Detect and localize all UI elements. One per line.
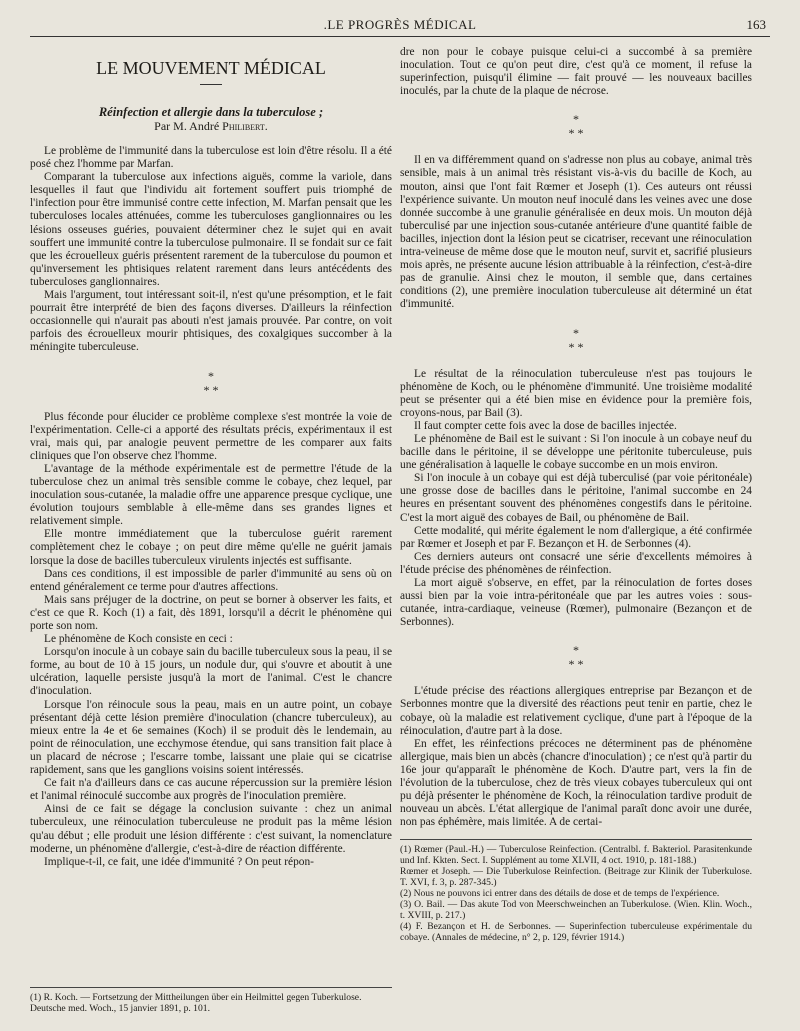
paragraph: Ce fait n'a d'ailleurs dans ce cas aucune répercussion sur la première lésion et l'animal réinoculé succombe aux progrès de l'inoculation première. <box>30 777 392 803</box>
paragraph: Ces derniers auteurs ont consacré une série d'excellents mémoires à l'étude précise des phénomènes de réinfection. <box>400 550 752 576</box>
paragraph: Le problème de l'immunité dans la tuberculose est loin d'être résolu. Il a été posé chez l'homme par Marfan. <box>30 145 392 171</box>
paragraph: Le résultat de la réinoculation tuberculeuse n'est pas toujours le phénomène de Koch, ou le phénomène d'immunité. Une troisième modalité peut se présenter qui a été bien mise en évidence pour la première fois, croyons-nous, par Bail (3). <box>400 367 752 419</box>
paragraph: La mort aiguë s'observe, en effet, par la réinoculation de fortes doses aussi bien par la voie intra-péritonéale que par les autres voies : sous-cutanée, intra-cardiaque, veineuse (Rœmer), pulmonaire (Bezançon et de Serbonnes). <box>400 577 752 629</box>
footnote: Rœmer et Joseph. — Die Tuberkulose Reinfection. (Beitrage zur Klinik der Tuberkulose. T. XVI, f. 3, p. 287-345.) <box>400 866 752 889</box>
footnote: (3) O. Bail. — Das akute Tod von Meerschweinchen an Tuberkulose. (Wien. Klin. Woch., t. XVIII, p. 217.) <box>400 899 752 922</box>
footnote: (1) Rœmer (Paul.-H.) — Tuberculose Reinfection. (Centralbl. f. Bakteriol. Parasitenkunde und Inf. Kkten. Sect. I. Supplément au tome XLVII, 4 oct. 1910, p. 181-188.) <box>400 844 752 867</box>
left-footnotes <box>30 987 392 1014</box>
section-title: LE MOUVEMENT MÉDICAL <box>96 58 326 78</box>
section-separator: * * * <box>568 112 584 141</box>
author-name: Philibert. <box>222 119 268 133</box>
paragraph: Ainsi de ce fait se dégage la conclusion suivante : chez un animal tuberculeux, une réinoculation tuberculeuse ne produit pas la même lésion qu'au début ; elle produit une lésion différente : c'est suivant, la nomenclature moderne, un phénomène d'allergie, c'est-à-dire de réaction différente. <box>30 803 392 855</box>
paragraph: Mais sans préjuger de la doctrine, on peut se borner à observer les faits, et c'est ce que R. Koch (1) a fait, dès 1891, lorsqu'il a décrit le phénomène qui porte son nom. <box>30 593 392 632</box>
paragraph: Le phénomène de Koch consiste en ceci : <box>44 633 233 646</box>
footnote: (1) R. Koch. — Fortsetzung der Mittheilungen über ein Heilmittel gegen Tuberkulose. Deutsche med. Woch., 15 janvier 1891, p. 101. <box>30 992 362 1014</box>
paragraph: Il en va différemment quand on s'adresse non plus au cobaye, animal très sensible, mais à un animal très résistant vis-à-vis du bacille de Koch, au mouton, ainsi que l'ont fait Rœmer et Joseph (1). Ces auteurs ont réussi l'expérience suivante. Un mouton neuf inoculé dans les veines avec une dose donnée succombe à une granulie généralisée en deux mois. Un mouton déjà tuberculisé par une injection sous-cutanée antérieure d'une quantité faible de bacilles, injection dont la lésion peut se cicatriser, recevant une réinoculation intra-veineuse de même dose que le mouton neuf, survit et, sacrifié plusieurs mois après, ne présente aucune lésion attribuable à la réinfection, c'est-à-dire pas de granulie. Ainsi chez le mouton, il semble que, dans certaines conditions (2), une première inoculation tuberculeuse ait déterminé un état d'immunité. <box>400 154 752 311</box>
paragraph: Elle montre immédiatement que la tuberculose guérit rarement complètement chez le cobaye ; on peut dire même qu'elle ne guérit jamais lorsque la dose de bacilles tuberculeux virulents injectés est suffisante. <box>30 528 392 567</box>
paragraph: Le phénomène de Bail est le suivant : Si l'on inocule à un cobaye neuf du bacille dans le péritoine, il se développe une péritonite tuberculeuse, puis une généralisation à laquelle le cobaye succombe en un mois environ. <box>400 432 752 472</box>
left-column <box>30 46 392 869</box>
paragraph: Plus féconde pour élucider ce problème complexe s'est montrée la voie de l'expérimentation. Celle-ci a apporté des résultats précis, expérimentaux il est vrai, mais qui, par analogie peuvent permettre de les comparer aux faits cliniques que l'on observe chez l'homme. <box>30 410 392 462</box>
paragraph: dre non pour le cobaye puisque celui-ci a succombé à sa première inoculation. Tout ce qu'on peut dire, c'est qu'à ce moment, il refuse la superinfection, puisqu'il élimine — fait prouvé — les nouveaux bacilles inoculés, par la chute de la plaque de nécrose. <box>400 46 752 98</box>
right-column <box>400 46 752 943</box>
paragraph: Cette modalité, qui mérite également le nom d'allergique, a été confirmée par Rœmer et Joseph et par F. Bezançon et H. de Serbonnes (4). <box>400 524 752 550</box>
byline-prefix: Par M. André <box>154 119 223 133</box>
paragraph: Mais l'argument, tout intéressant soit-il, n'est qu'une présomption, et le fait pourrait être interprété de bien des façons diverses. D'ailleurs la réinfection occasionnelle qui n'aurait pas abouti n'est jamais prouvée. Par contre, on voit parfois des écrouelleux mourir phtisiques, des coxalgiques succomber à la méningite tuberculeuse. <box>30 289 392 354</box>
paragraph: En effet, les réinfections précoces ne déterminent pas de phénomène allergique, mais bien un abcès (chancre d'inoculation) ; ce n'est qu'à partir du 16e jour qu'apparaît le phénomène de Koch. D'autre part, vers la fin de l'évolution de la tuberculose, chez de très vieux cobayes tuberculeux qui ont pu déjà présenter le phénomène de Koch, la réinoculation tardive produit de nouveau un abcès. L'état allergique de l'animal paraît donc avoir une durée, non pas éphémère, mais limitée. A de certai- <box>400 737 752 829</box>
section-separator: * * * <box>203 368 219 397</box>
paragraph: L'étude précise des réactions allergiques entreprise par Bezançon et de Serbonnes montre que la diversité des réactions peut tenir en partie, chez le cobaye, où la maladie est relativement cyclique, d'une part à l'époque de la réinoculation, d'autre part à la dose. <box>400 685 752 737</box>
footnote: (2) Nous ne pouvons ici entrer dans des détails de dose et de temps de l'expérience. <box>400 888 720 900</box>
footnote: (4) F. Bezançon et H. de Serbonnes. — Superinfection tuberculeuse expérimentale du cobaye. (Annales de médecine, n° 2, p. 129, février 1914.) <box>400 921 752 944</box>
section-separator: * * * <box>568 325 584 354</box>
paragraph: Implique-t-il, ce fait, une idée d'immunité ? On peut répon- <box>44 855 314 868</box>
title-divider <box>200 84 222 85</box>
paragraph: L'avantage de la méthode expérimentale est de permettre l'étude de la tuberculose chez un animal très sensible comme le cobaye, chez lequel, par inoculation sous-cutanée, la maladie offre une apparence presque cyclique, une évolution toujours semblable à elle-même dans ses grandes lignes et relativement simple. <box>30 462 392 528</box>
page-number: 163 <box>746 17 766 32</box>
running-title: .LE PROGRÈS MÉDICAL <box>323 17 477 32</box>
paragraph: Lorsque l'on réinocule sous la peau, mais en un autre point, un cobaye présentant déjà cette lésion première d'inoculation (chancre tuberculeux), au mieux entre la 4e et 6e semaines (Koch) il se produit dès le lendemain, au point de réinoculation, une ecchymose étendue, qui sans transition fait place à un placard de nécrose ; l'escarre tombe, laissant une plaie qui se cicatrise rapidement, sans que les ganglions voisins soient intéressés. <box>30 698 392 777</box>
paragraph: Lorsqu'on inocule à un cobaye sain du bacille tuberculeux sous la peau, il se forme, au bout de 10 à 15 jours, un nodule dur, qui s'ouvre et aboutit à une ulcération, laquelle persiste jusqu'à la mort de l'animal. C'est le chancre d'inoculation. <box>30 646 392 698</box>
paragraph: Il faut compter cette fois avec la dose de bacilles injectée. <box>414 419 677 432</box>
paragraph: Dans ces conditions, il est impossible de parler d'immunité au sens où on entend généralement ce terme pour d'autres affections. <box>30 567 392 593</box>
section-separator: * * * <box>568 643 584 672</box>
article-title: Réinfection et allergie dans la tuberculose ; <box>98 105 324 119</box>
right-footnotes <box>400 839 752 943</box>
byline <box>30 119 392 133</box>
page-header <box>30 14 770 37</box>
paragraph: Comparant la tuberculose aux infections aiguës, comme la variole, dans lesquelles il faut que l'individu ait fortement souffert puis triomphé de l'infection pour être immunisé contre cette infection, M. Marfan pensait que les tuberculoses locales atténuées, comme les tuberculoses ganglionnaires ou les lésions osseuses guéries, pouvaient déterminer chez le sujet qui en avait souffert une immunité contre la tuberculose pulmonaire. Il se fondait sur ce fait que les écrouelleux guéris présentent rarement de la tuberculose du poumon et qu'inversement les phtisiques relatent rarement dans leurs antécédents des tuberculoses ganglionnaires. <box>30 171 392 288</box>
paragraph: Si l'on inocule à un cobaye qui est déjà tuberculisé (par voie péritonéale) une grosse dose de bacilles dans le péritoine, l'animal succombe en 24 heures en présentant souvent des phénomènes congestifs dans le péritoine. C'est la mort aiguë des cobayes de Bail, ou phénomène de Bail. <box>400 472 752 524</box>
